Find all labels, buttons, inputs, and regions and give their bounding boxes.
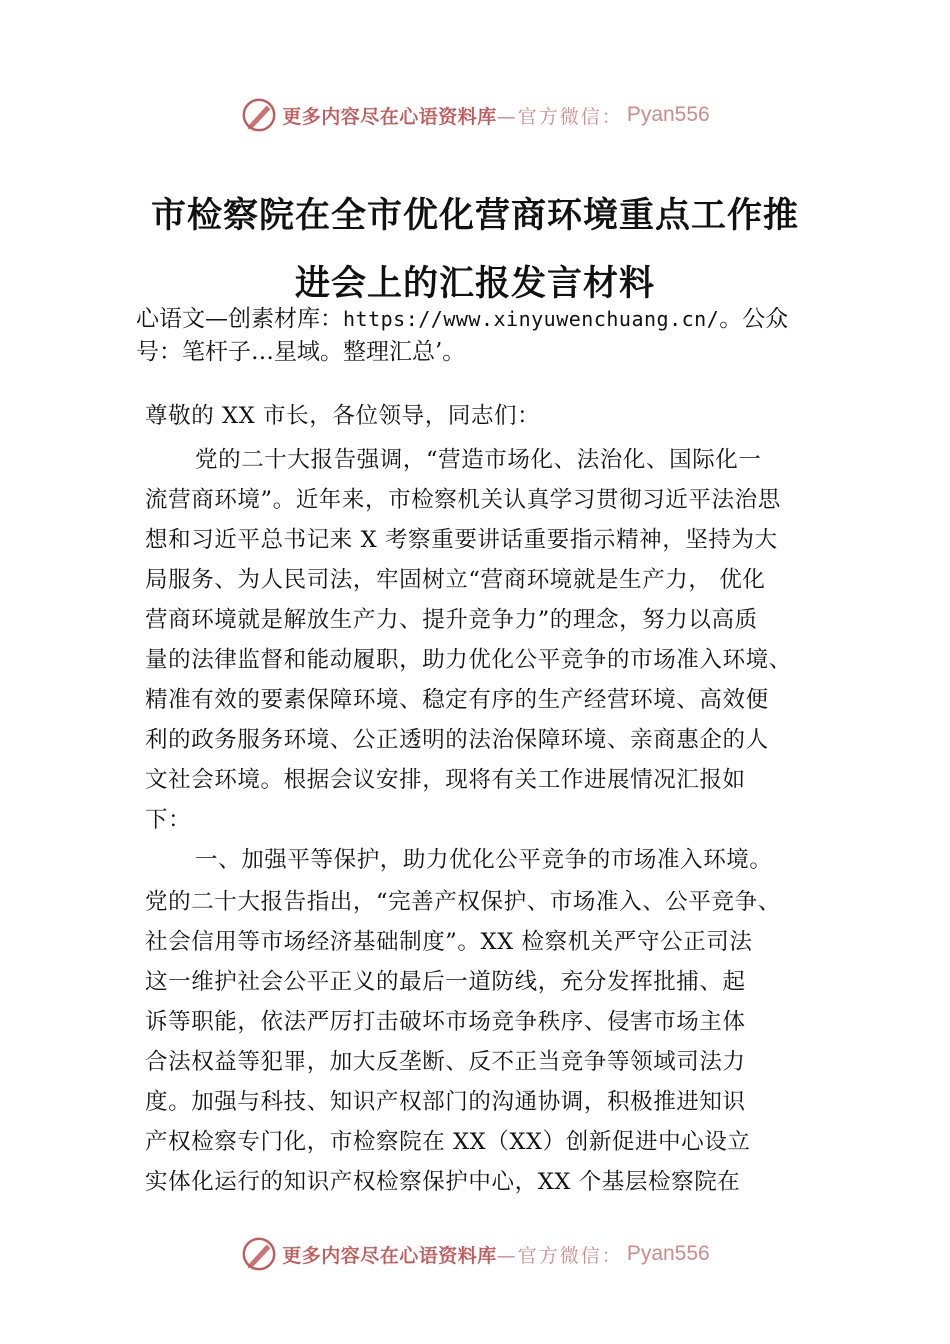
paragraph-line: 营商环境就是解放生产力、提升竞争力”的理念，努力以高质: [145, 607, 758, 633]
paragraph-line: 局服务、为人民司法，牢固树立“营商环境就是生产力， 优化: [145, 567, 766, 593]
paragraph-line: 党的二十大报告指出，“完善产权保护、市场准入、公平竞争、: [145, 889, 781, 915]
paragraph-line: 党的二十大报告强调，“营造市场化、法治化、国际化一: [195, 447, 762, 473]
paragraph-line: 量的法律监督和能动履职，助力优化公平竞争的市场准入环境、: [145, 647, 792, 673]
paragraph-line: 合法权益等犯罪，加大反垄断、反不正当竞争等领域司法力: [145, 1049, 746, 1075]
header-banner: [0, 93, 950, 137]
salutation: 尊敬的 XX 市长，各位领导，同志们：: [145, 403, 541, 429]
paragraph-line: 产权检察专门化，市检察院在 XX（XX）创新促进中心设立: [145, 1129, 751, 1155]
banner-official-label: —官方微信：: [496, 105, 623, 128]
banner-text: 更多内容尽在心语资料库: [282, 1244, 497, 1267]
source-suffix: 。公众: [719, 306, 789, 332]
banner-official-label: —官方微信：: [496, 1244, 623, 1267]
paragraph-line: 度。加强与科技、知识产权部门的沟通协调，积极推进知识: [145, 1089, 746, 1115]
paragraph-line: 想和习近平总书记来 X 考察重要讲话重要指示精神，坚持为大: [145, 527, 778, 553]
document-title-line-1: 市检察院在全市优化营商环境重点工作推: [150, 195, 799, 236]
source-line-2: 号：笔杆子…星域。整理汇总’。: [136, 339, 466, 365]
paragraph-line: 利的政务服务环境、公正透明的法治保障环境、亲商惠企的人: [145, 727, 769, 753]
footer-banner: [0, 1232, 950, 1276]
source-note: [136, 303, 836, 369]
banner-text: 更多内容尽在心语资料库: [282, 105, 497, 128]
source-prefix: 心语文—创素材库：: [136, 306, 343, 332]
pen-logo-icon: [240, 96, 278, 134]
section-heading: 一、加强平等保护，助力优化公平竞争的市场准入环境。: [195, 847, 773, 873]
banner-wechat-id: Pyan556: [626, 103, 710, 126]
source-url[interactable]: https://www.xinyuwenchuang.cn/: [343, 307, 720, 331]
paragraph-line: 精准有效的要素保障环境、稳定有序的生产经营环境、高效便: [145, 687, 769, 713]
paragraph-line: 这一维护社会公平正义的最后一道防线，充分发挥批捕、起: [145, 969, 746, 995]
banner-wechat-id: Pyan556: [626, 1242, 710, 1265]
paragraph-line: 下：: [145, 807, 192, 833]
paragraph-line: 社会信用等市场经济基础制度”。XX 检察机关严守公正司法: [145, 929, 753, 955]
paragraph-line: 文社会环境。根据会议安排，现将有关工作进展情况汇报如: [145, 767, 746, 793]
paragraph-line: 实体化运行的知识产权检察保护中心，XX 个基层检察院在: [145, 1169, 741, 1195]
paragraph-line: 诉等职能，依法严厉打击破坏市场竞争秩序、侵害市场主体: [145, 1009, 746, 1035]
pen-logo-icon: [240, 1235, 278, 1273]
document-title-line-2: 进会上的汇报发言材料: [294, 263, 655, 304]
paragraph-line: 流营商环境”。近年来，市检察机关认真学习贯彻习近平法治思: [145, 487, 781, 513]
